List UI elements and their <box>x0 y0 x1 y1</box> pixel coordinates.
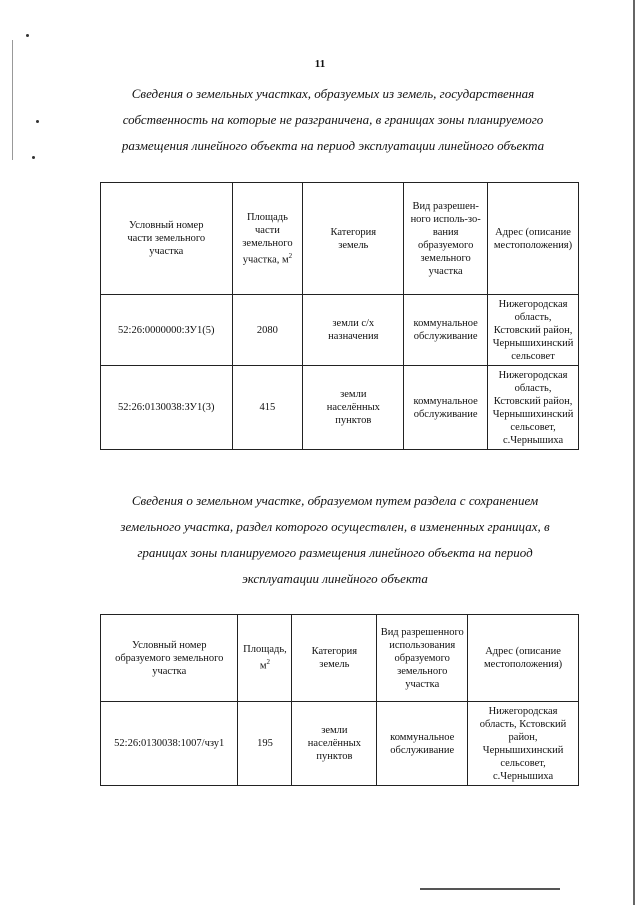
cell-address: Нижегородская область, Кстовский район, Чернышихинский сельсовет, с.Чернышиха <box>468 702 579 786</box>
cell-address: Нижегородская область, Кстовский район, Чернышихинский сельсовет <box>488 295 579 366</box>
heading-line: Сведения о земельных участках, образуемых из земель, государственная <box>131 86 535 101</box>
header-cell-use: Вид разрешенного использования образуемого земельного участка <box>377 615 468 702</box>
cell-area: 195 <box>238 702 292 786</box>
cell-number: 52:26:0130038:ЗУ1(3) <box>101 366 233 450</box>
header-cell-address: Адрес (описание местоположения) <box>468 615 579 702</box>
header-cell-category: Категория земель <box>292 615 377 702</box>
cell-use: коммунальное обслуживание <box>377 702 468 786</box>
header-cell-area: Площадь части земельного участка, $м^2$ <box>232 183 303 295</box>
scan-edge-line-bottom <box>420 888 560 890</box>
cell-category: земли населённых пунктов <box>303 366 404 450</box>
scan-speck <box>36 120 39 123</box>
cell-number: 52:26:0130038:1007/чзу1 <box>101 702 238 786</box>
cell-address: Нижегородская область, Кстовский район, Чернышихинский сельсовет, с.Чернышиха <box>488 366 579 450</box>
heading-line: границах зоны планируемого размещения линейного объекта на период <box>137 545 533 560</box>
land-plot-table <box>100 614 579 786</box>
table-row <box>101 295 579 366</box>
heading-line: размещения линейного объекта на период эксплуатации линейного объекта <box>121 138 545 153</box>
table-header-row <box>101 615 579 702</box>
cell-area: 2080 <box>232 295 303 366</box>
cell-category: земли с/х назначения <box>303 295 404 366</box>
header-cell-use: Вид разрешен-ного исполь-зо-вания образуемого земельного участка <box>404 183 488 295</box>
header-cell-area: Площадь, $м^2$ <box>238 615 292 702</box>
table-row <box>101 366 579 450</box>
table-row <box>101 702 579 786</box>
scan-speck <box>32 156 35 159</box>
page-number: 11 <box>314 58 326 70</box>
header-cell-number: Условный номер образуемого земельного участка <box>101 615 238 702</box>
header-cell-number: Условный номер части земельного участка <box>101 183 233 295</box>
table-header-row <box>101 183 579 295</box>
heading-line: собственность на которые не разграничена, в границах зоны планируемого <box>122 112 544 127</box>
heading-line: эксплуатации линейного объекта <box>242 571 428 586</box>
heading-line: земельного участка, раздел которого осуществлен, в измененных границах, в <box>120 519 550 534</box>
header-cell-category: Категория земель <box>303 183 404 295</box>
cell-category: земли населённых пунктов <box>292 702 377 786</box>
section2-heading <box>95 488 575 592</box>
cell-use: коммунальное обслуживание <box>404 295 488 366</box>
section1-heading <box>88 81 578 159</box>
scan-speck <box>26 34 29 37</box>
cell-number: 52:26:0000000:ЗУ1(5) <box>101 295 233 366</box>
cell-area: 415 <box>232 366 303 450</box>
cell-use: коммунальное обслуживание <box>404 366 488 450</box>
header-cell-address: Адрес (описание местоположения) <box>488 183 579 295</box>
land-parts-table <box>100 182 579 450</box>
scan-edge-line-right <box>633 0 635 905</box>
heading-line: Сведения о земельном участке, образуемом путем раздела с сохранением <box>131 493 539 508</box>
